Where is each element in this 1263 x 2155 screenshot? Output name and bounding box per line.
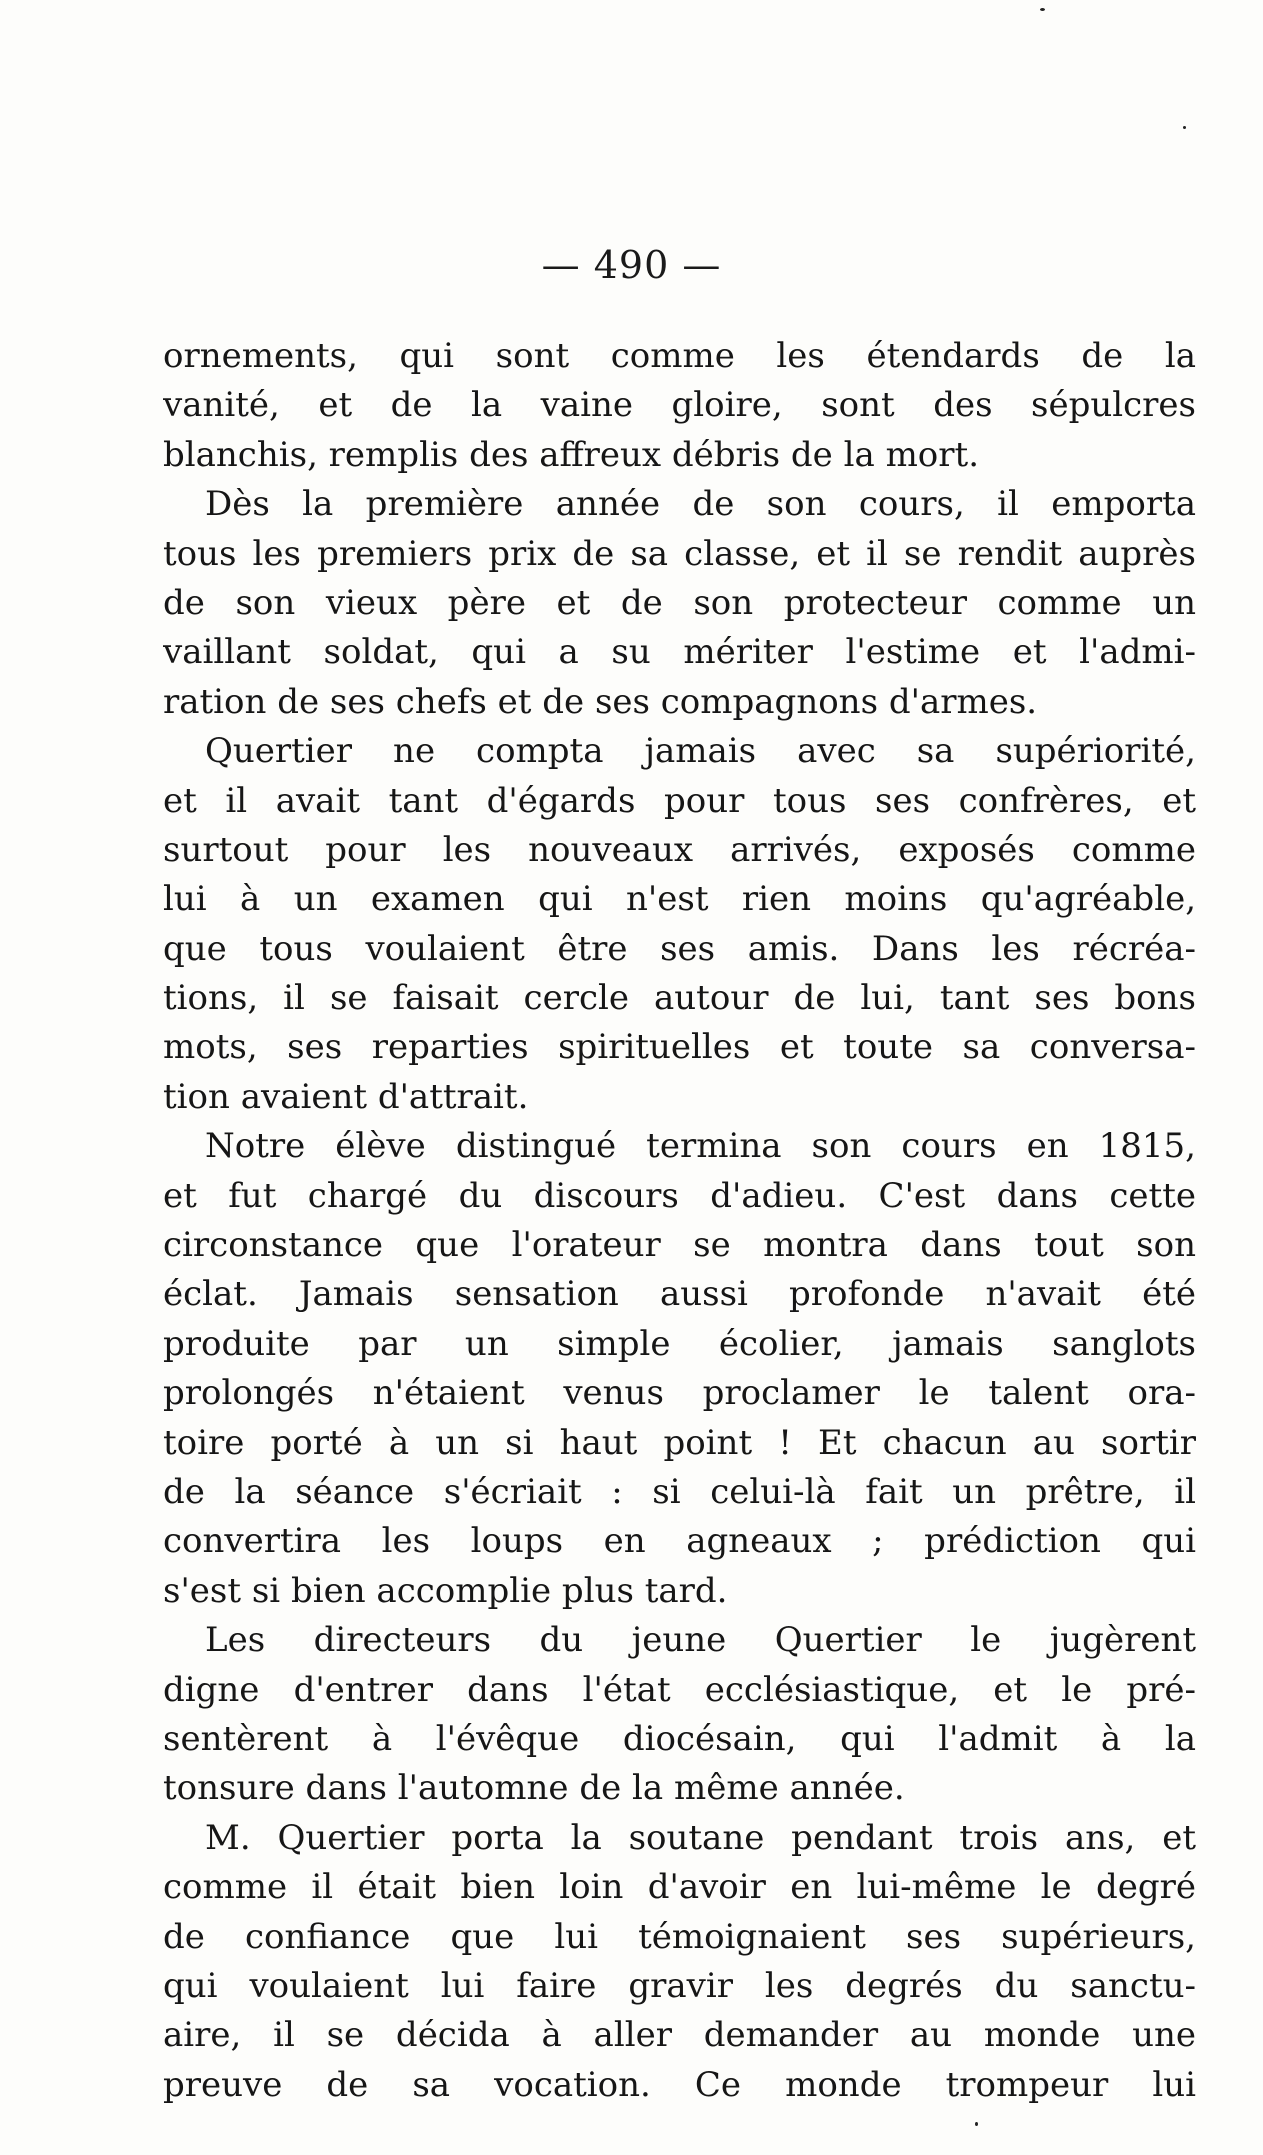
text-line: toire porté à un si haut point ! Et chacun au sortir [163,1422,1196,1463]
text-line: vanité, et de la vaine gloire, sont des sépulcres [163,385,1196,426]
text-line: circonstance que l'orateur se montra dans tout son [163,1225,1196,1266]
text-line: et il avait tant d'égards pour tous ses confrères, et [163,780,1196,821]
text-line: tonsure dans l'automne de la même année. [163,1768,905,1809]
text-line: Notre élève distingué termina son cours en 1815, [205,1126,1196,1167]
text-line: de son vieux père et de son protecteur comme un [163,582,1196,623]
text-line: blanchis, remplis des affreux débris de la mort. [163,434,979,475]
text-line: comme il était bien loin d'avoir en lui-même le degré [163,1867,1196,1908]
text-line: tions, il se faisait cercle autour de lui, tant ses bons [163,978,1196,1019]
page-number: — 490 — [541,243,722,287]
text-line: tion avaient d'attrait. [163,1076,529,1117]
text-line: Quertier ne compta jamais avec sa supériorité, [205,731,1196,772]
text-line: convertira les loups en agneaux ; prédiction qui [163,1521,1196,1562]
text-line: preuve de sa vocation. Ce monde trompeur lui [163,2064,1196,2105]
text-line: lui à un examen qui n'est rien moins qu'agréable, [163,879,1196,920]
text-line: Dès la première année de son cours, il emporta [205,484,1196,525]
text-line: s'est si bien accomplie plus tard. [163,1570,728,1611]
text-line: ration de ses chefs et de ses compagnons d'armes. [163,681,1038,722]
text-line: que tous voulaient être ses amis. Dans les récréa- [163,928,1196,969]
text-line: produite par un simple écolier, jamais sanglots [163,1323,1196,1364]
text-line: de la séance s'écriait : si celui-là fait un prêtre, il [163,1471,1196,1512]
text-line: mots, ses reparties spirituelles et toute sa conversa- [163,1027,1196,1068]
text-line: et fut chargé du discours d'adieu. C'est dans cette [163,1175,1196,1216]
ink-speck [1183,126,1186,129]
text-line: ornements, qui sont comme les étendards de la [163,336,1196,376]
text-line: vaillant soldat, qui a su mériter l'estime et l'admi- [163,632,1196,673]
text-line: de confiance que lui témoignaient ses supérieurs, [163,1916,1196,1957]
text-line: sentèrent à l'évêque diocésain, qui l'admit à la [163,1718,1196,1759]
text-line: prolongés n'étaient venus proclamer le talent ora- [163,1373,1196,1414]
body-text [163,332,1196,2110]
text-line: aire, il se décida à aller demander au monde une [163,2015,1196,2056]
text-line: Les directeurs du jeune Quertier le jugèrent [205,1620,1196,1661]
ink-speck [1040,8,1045,11]
text-line: qui voulaient lui faire gravir les degrés du sanctu- [163,1965,1196,2006]
text-line: éclat. Jamais sensation aussi profonde n'avait été [163,1274,1196,1315]
text-line: M. Quertier porta la soutane pendant trois ans, et [205,1817,1196,1858]
ink-speck [975,2122,978,2126]
text-line: surtout pour les nouveaux arrivés, exposés comme [163,829,1196,870]
text-line: digne d'entrer dans l'état ecclésiastique, et le pré- [163,1669,1196,1710]
text-line: tous les premiers prix de sa classe, et il se rendit auprès [163,533,1196,574]
